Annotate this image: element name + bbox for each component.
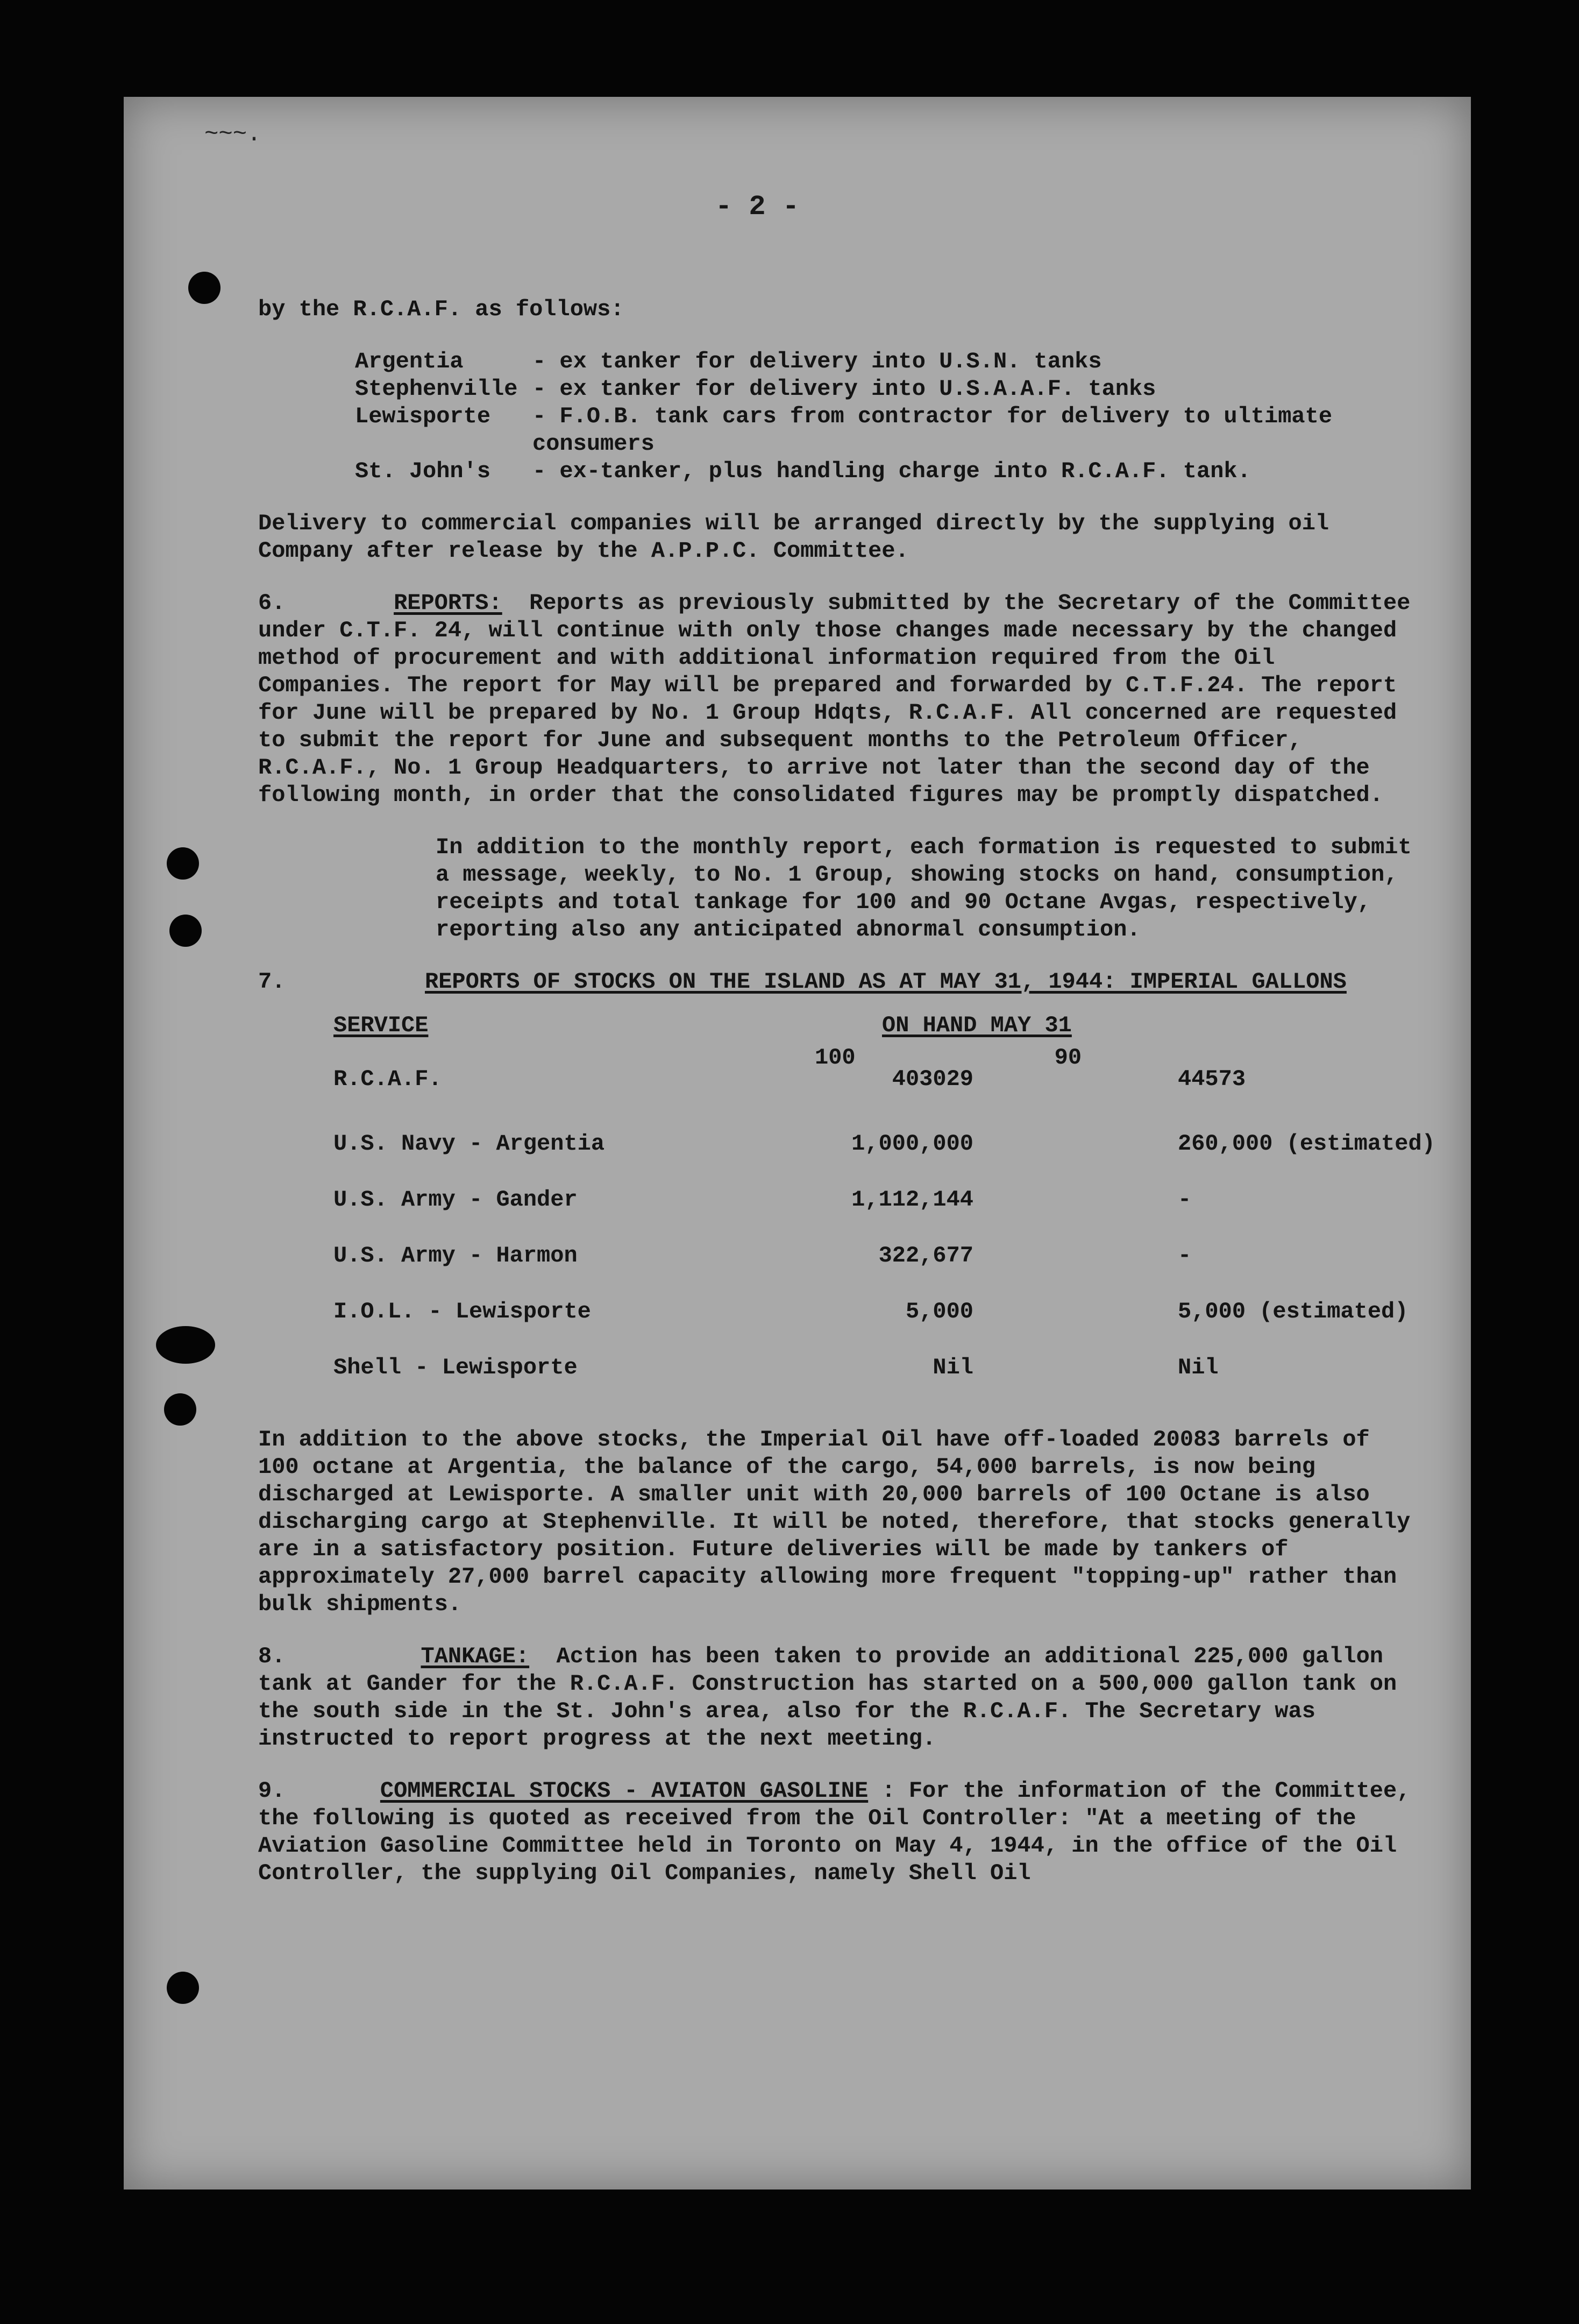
location-item: Stephenville - ex tanker for delivery into U.S.A.A.F. tanks — [355, 376, 1156, 402]
document-body — [258, 296, 1435, 1912]
table-row: U.S. Army - Harmon 322,677 - — [333, 1243, 1192, 1269]
location-item: Argentia - ex tanker for delivery into U.S.N. tanks — [355, 349, 1102, 374]
col-on-hand: ON HAND MAY 31 — [882, 1012, 1072, 1038]
table-row: U.S. Navy - Argentia 1,000,000 260,000 (estimated) — [333, 1131, 1435, 1157]
punch-hole — [164, 1393, 196, 1426]
punch-hole — [188, 272, 221, 304]
section-8: 8. TANKAGE: Action has been taken to provide an additional 225,000 gallon tank at Gander for the R.C.A.F. Construction has started on a 500,000 gallon tank on the south side in the St. John's area, also for the R.C.A.F. The Secretary was instructed to report progress at the next meeting. — [258, 1643, 1411, 1752]
page-number: - 2 - — [715, 191, 800, 223]
octane-100: 100 — [815, 1045, 856, 1071]
table-row: I.O.L. - Lewisporte 5,000 5,000 (estimated) — [333, 1299, 1409, 1324]
octane-90: 90 — [1054, 1045, 1082, 1071]
table-row: U.S. Army - Gander 1,112,144 - — [333, 1187, 1192, 1213]
document-page — [124, 97, 1471, 2190]
table-row: R.C.A.F. 403029 44573 — [333, 1066, 1246, 1092]
stocks-table — [258, 1012, 1435, 1410]
table-row: Shell - Lewisporte Nil Nil — [333, 1355, 1219, 1380]
punch-hole — [167, 847, 199, 880]
stocks-paragraph: In addition to the above stocks, the Imperial Oil have off-loaded 20083 barrels of 100 octane at Argentia, the balance of the cargo, 54,000 barrels, is now being discharged at Lewisporte. A smaller unit with 20,000 barrels of 100 Octane is also discharging cargo at Stephenville. It will be noted, therefore, that stocks generally are in a satisfactory position. Future deliveries will be made by tankers of approximately 27,000 barrel capacity allowing more frequent "topping-up" rather than bulk shipments. — [258, 1427, 1424, 1617]
section-6-heading: REPORTS: — [394, 590, 502, 616]
delivery-paragraph: Delivery to commercial companies will be arranged directly by the supplying oil Company after release by the A.P.P.C. Committee. — [258, 511, 1343, 564]
intro-line: by the R.C.A.F. as follows: — [258, 296, 624, 322]
punch-hole — [167, 1972, 199, 2004]
section-8-heading: TANKAGE: — [421, 1643, 530, 1669]
section-7-header: 7. REPORTS OF STOCKS ON THE ISLAND AS AT MAY 31, 1944: IMPERIAL GALLONS — [258, 969, 1347, 995]
table-header — [258, 1012, 1414, 1044]
section-6-paragraph-2: In addition to the monthly report, each formation is requested to submit a message, weekly, to No. 1 Group, showing stocks on hand, consumption, receipts and total tankage for 100 and 90 Octane Avgas, respectively, reporting also any anticipated abnormal consumption. — [436, 834, 1425, 943]
section-9: 9. COMMERCIAL STOCKS - AVIATON GASOLINE : For the information of the Committee, the following is quoted as received from the Oil Controller: "At a meeting of the Aviation Gasoline Committee held in Toronto on May 4, 1944, in the office of the Oil Controller, the supplying Oil Companies, namely Shell Oil — [258, 1778, 1424, 1886]
punch-hole — [156, 1326, 215, 1364]
octane-header — [258, 1044, 1414, 1071]
section-7-heading: REPORTS OF STOCKS ON THE ISLAND AS AT MAY 31, 1944: IMPERIAL GALLONS — [425, 969, 1347, 995]
section-6: 6. REPORTS: Reports as previously submitted by the Secretary of the Committee under C.T.F. 24, will continue with only those changes made necessary by the changed method of procurement and with additional information required from the Oil Companies. The report for May will be prepared and forwarded by C.T.F.24. The report for June will be prepared by No. 1 Group Hdqts, R.C.A.F. All concerned are requested to submit the report for June and subsequent months to the Petroleum Officer, R.C.A.F., No. 1 Group Headquarters, to arrive not later than the second day of the following month, in order that the consolidated figures may be promptly dispatched. — [258, 590, 1424, 808]
col-service: SERVICE — [333, 1012, 429, 1038]
pen-mark: ~~~. — [204, 121, 261, 148]
punch-hole — [169, 915, 202, 947]
location-item: St. John's - ex-tanker, plus handling charge into R.C.A.F. tank. — [355, 458, 1251, 484]
location-list — [355, 348, 1414, 485]
section-9-heading: COMMERCIAL STOCKS - AVIATON GASOLINE — [380, 1778, 869, 1804]
location-item: Lewisporte - F.O.B. tank cars from contractor for delivery to ultimate consumers — [355, 403, 1333, 457]
